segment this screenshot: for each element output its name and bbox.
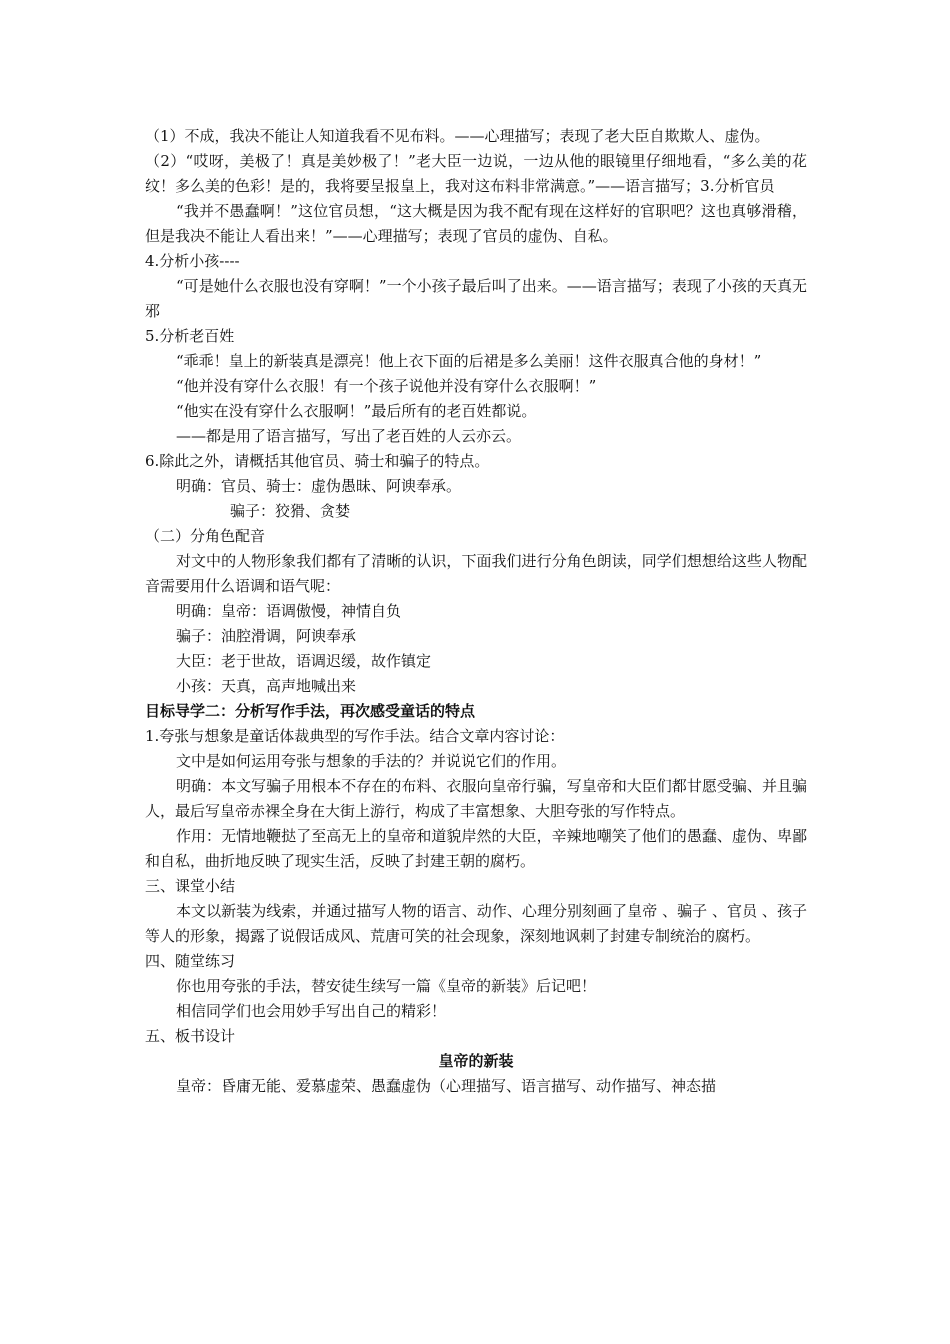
answer-swindlers: 骗子：狡猾、贪婪 xyxy=(230,502,351,520)
paragraph-2: （2）“哎呀，美极了！真是美妙极了！”老大臣一边说，一边从他的眼镜里仔细地看，“多么美的花纹！多么美的色彩！是的，我将要呈报皇上，我对这布料非常满意。”——语言描写；3.分析官员 xyxy=(145,152,807,195)
practice-task: 你也用夸张的手法，替安徒生续写一篇《皇帝的新装》后记吧！ xyxy=(176,977,597,995)
paragraph-3: “我并不愚蠢啊！”这位官员想，“这大概是因为我不配有现在这样好的官职吧？这也真够滑稽，但是我决不能让人看出来！”——心理描写；表现了官员的虚伪、自私。 xyxy=(145,202,807,245)
paragraph-people-quote-3: “他实在没有穿什么衣服啊！”最后所有的老百姓都说。 xyxy=(176,402,537,420)
role-child: 小孩：天真，高声地喊出来 xyxy=(176,677,357,695)
heading-analyze-people: 5.分析老百姓 xyxy=(145,327,235,345)
role-emperor: 明确：皇帝：语调傲慢，神情自负 xyxy=(176,602,402,620)
role-swindler: 骗子：油腔滑调，阿谀奉承 xyxy=(176,627,357,645)
heading-board-design: 五、板书设计 xyxy=(145,1027,236,1045)
answer-effect: 作用：无情地鞭挞了至高无上的皇帝和道貌岸然的大臣，辛辣地嘲笑了他们的愚蠢、虚伪、卑鄙和自私，曲折地反映了现实生活，反映了封建王朝的腐朽。 xyxy=(145,827,807,870)
paragraph-1: （1）不成，我决不能让人知道我看不见布料。——心理描写；表现了老大臣自欺欺人、虚伪。 xyxy=(145,127,770,145)
role-minister: 大臣：老于世故，语调迟缓，故作镇定 xyxy=(176,652,432,670)
question-6: 6.除此之外，请概括其他官员、骑士和骗子的特点。 xyxy=(145,452,490,470)
answer-exaggeration: 明确：本文写骗子用根本不存在的布料、衣服向皇帝行骗，写皇帝和大臣们都甘愿受骗、并且骗人，最后写皇帝赤裸全身在大街上游行，构成了丰富想象、大胆夸张的写作特点。 xyxy=(145,777,807,820)
paragraph-role-intro: 对文中的人物形象我们都有了清晰的认识，下面我们进行分角色朗读，同学们想想给这些人物配音需要用什么语调和语气呢： xyxy=(145,552,807,595)
question-exaggeration: 1.夸张与想象是童话体裁典型的写作手法。结合文章内容讨论： xyxy=(145,727,565,745)
paragraph-people-quote-2: “他并没有穿什么衣服！有一个孩子说他并没有穿什么衣服啊！” xyxy=(176,377,597,395)
heading-analyze-child: 4.分析小孩---- xyxy=(145,252,240,270)
heading-practice: 四、随堂练习 xyxy=(145,952,236,970)
board-title: 皇帝的新装 xyxy=(438,1052,514,1070)
document-body xyxy=(145,124,807,1099)
paragraph-people-summary: ——都是用了语言描写，写出了老百姓的人云亦云。 xyxy=(176,427,522,445)
paragraph-child-quote: “可是她什么衣服也没有穿啊！”一个小孩子最后叫了出来。——语言描写；表现了小孩的天真无邪 xyxy=(145,277,807,320)
section-heading-goal-2: 目标导学二：分析写作手法，再次感受童话的特点 xyxy=(145,702,476,720)
heading-summary: 三、课堂小结 xyxy=(145,877,236,895)
heading-role-dubbing: （二）分角色配音 xyxy=(145,527,266,545)
practice-encourage: 相信同学们也会用妙手写出自己的精彩！ xyxy=(176,1002,447,1020)
paragraph-people-quote-1: “乖乖！皇上的新装真是漂亮！他上衣下面的后裙是多么美丽！这件衣服真合他的身材！” xyxy=(176,352,762,370)
paragraph-summary: 本文以新装为线索，并通过描写人物的语言、动作、心理分别刻画了皇帝 、骗子 、官员 、孩子等人的形象，揭露了说假话成风、荒唐可笑的社会现象，深刻地讽刺了封建专制统治的腐朽。 xyxy=(145,902,807,945)
question-exaggeration-detail: 文中是如何运用夸张与想象的手法的？并说说它们的作用。 xyxy=(176,752,567,770)
board-emperor-line: 皇帝：昏庸无能、爱慕虚荣、愚蠢虚伪（心理描写、语言描写、动作描写、神态描 xyxy=(176,1077,717,1095)
answer-officials: 明确：官员、骑士：虚伪愚昧、阿谀奉承。 xyxy=(176,477,462,495)
